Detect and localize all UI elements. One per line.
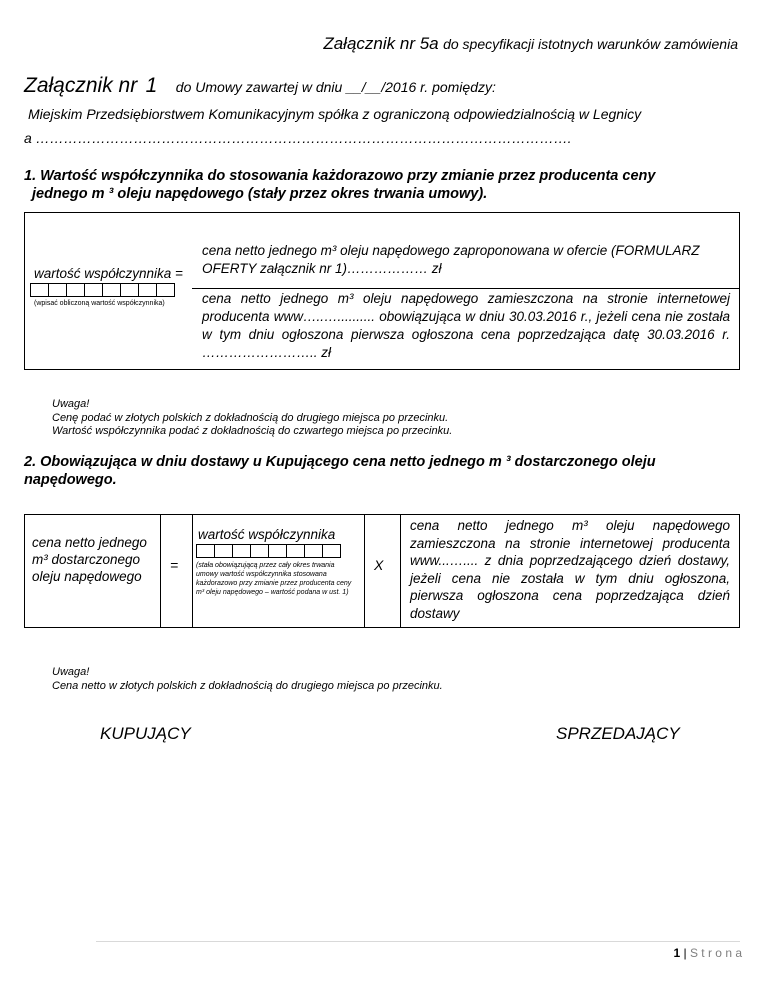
page-separator: | [680, 946, 690, 960]
coefficient-note: (wpisać obliczoną wartość współczynnika) [34, 300, 165, 307]
digit-cell[interactable] [250, 544, 269, 558]
digit-cell[interactable] [268, 544, 287, 558]
note-line: Cena netto w złotych polskich z dokładnością do drugiego miejsca po przecinku. [52, 679, 443, 692]
section-1-note [52, 398, 452, 439]
section-2-heading-line-2: napędowego. [24, 472, 117, 488]
fraction-line [192, 288, 740, 289]
page-number: 1 [673, 946, 681, 960]
denominator-text: cena netto jednego m³ oleju napędowego zamieszczona na stronie internetowej producenta www…..….......... obowiązująca w dniu 30.03.2016 r., jeżeli cena nie została w tym dniu ogłoszona pierwsza ogłoszona cena poprzedzająca datę 30.03.2016 r. …………………….. zł [202, 291, 730, 360]
page-footer [673, 946, 742, 960]
digit-cell[interactable] [138, 283, 157, 297]
digit-cell[interactable] [304, 544, 323, 558]
producer-price-text: cena netto jednego m³ oleju napędowego zamieszczona na stronie internetowej producenta www...….... z dnia poprzedzającego dzień dostawy, jeżeli cena nie została w tym dniu ogłoszona, pierwsza ogłoszona cena poprzedzająca dzień dostawy [410, 518, 730, 621]
note-line: Cenę podać w złotych polskich z dokładnością do drugiego miejsca po przecinku. [52, 411, 449, 424]
divider [364, 514, 365, 628]
section-1-heading-line-1: 1. Wartość współczynnika do stosowania każdorazowo przy zmianie przez producenta ceny [24, 168, 656, 184]
digit-cell[interactable] [30, 283, 49, 297]
digit-cell[interactable] [196, 544, 215, 558]
party-2: a ……………………………………………………………………………………………………. [24, 130, 572, 146]
section-2-heading-line-1: 2. Obowiązująca w dniu dostawy u Kupującego cena netto jednego m ³ dostarczonego oleju [24, 454, 656, 470]
note-line: Wartość współczynnika podać z dokładnością do czwartego miejsca po przecinku. [52, 425, 453, 437]
digit-cell[interactable] [214, 544, 233, 558]
annex-header-main: Załącznik nr 5a [323, 34, 439, 53]
footer-rule [96, 941, 740, 942]
digit-cell[interactable] [232, 544, 251, 558]
title-number: 1 [145, 74, 158, 97]
document-title [24, 74, 496, 98]
coefficient-note-2: (stała obowiązującą przez cały okres trwania umowy wartość współczynnika stosowana każdorazowo przy zmianie przez producenta ceny m³ oleju napędowego – wartość podana w ust. 1) [196, 562, 352, 596]
note-title: Uwaga! [52, 666, 90, 678]
equals-sign: = [170, 557, 179, 573]
annex-header-rest: do specyfikacji istotnych warunków zamówienia [443, 36, 738, 52]
digit-cell[interactable] [102, 283, 121, 297]
digit-cell[interactable] [322, 544, 341, 558]
section-1-heading-line-2: jednego m ³ oleju napędowego (stały przez okres trwania umowy). [32, 186, 488, 202]
title-annex: Załącznik nr [24, 74, 138, 97]
divider [160, 514, 161, 628]
buyer-signature-label: KUPUJĄCY [100, 724, 191, 743]
digit-cell[interactable] [84, 283, 103, 297]
coefficient-input-cells[interactable] [30, 283, 174, 297]
divider [400, 514, 401, 628]
section-2-note [52, 666, 443, 693]
coefficient-input-cells-2[interactable] [196, 544, 340, 558]
coefficient-label-2: wartość współczynnika [198, 527, 336, 542]
times-sign: X [374, 557, 384, 573]
seller-signature-label: SPRZEDAJĄCY [556, 724, 680, 743]
title-rest: do Umowy zawartej w dniu __/__/2016 r. pomiędzy: [175, 79, 496, 95]
digit-cell[interactable] [48, 283, 67, 297]
digit-cell[interactable] [156, 283, 175, 297]
page-label: S t r o n a [689, 946, 742, 960]
annex-header [323, 34, 738, 54]
party-1: Miejskim Przedsiębiorstwem Komunikacyjnym spółka z ograniczoną odpowiedzialnością w Legnicy [28, 106, 642, 122]
note-title: Uwaga! [52, 398, 90, 410]
digit-cell[interactable] [120, 283, 139, 297]
divider [192, 514, 193, 628]
delivered-price-label: cena netto jednego m³ dostarczonego oleju napędowego [32, 535, 147, 584]
numerator-text: cena netto jednego m³ oleju napędowego zaproponowana w ofercie (FORMULARZ OFERTY załącznik nr 1)……………… zł [202, 243, 700, 276]
digit-cell[interactable] [66, 283, 85, 297]
coefficient-label: wartość współczynnika = [34, 266, 183, 281]
digit-cell[interactable] [286, 544, 305, 558]
